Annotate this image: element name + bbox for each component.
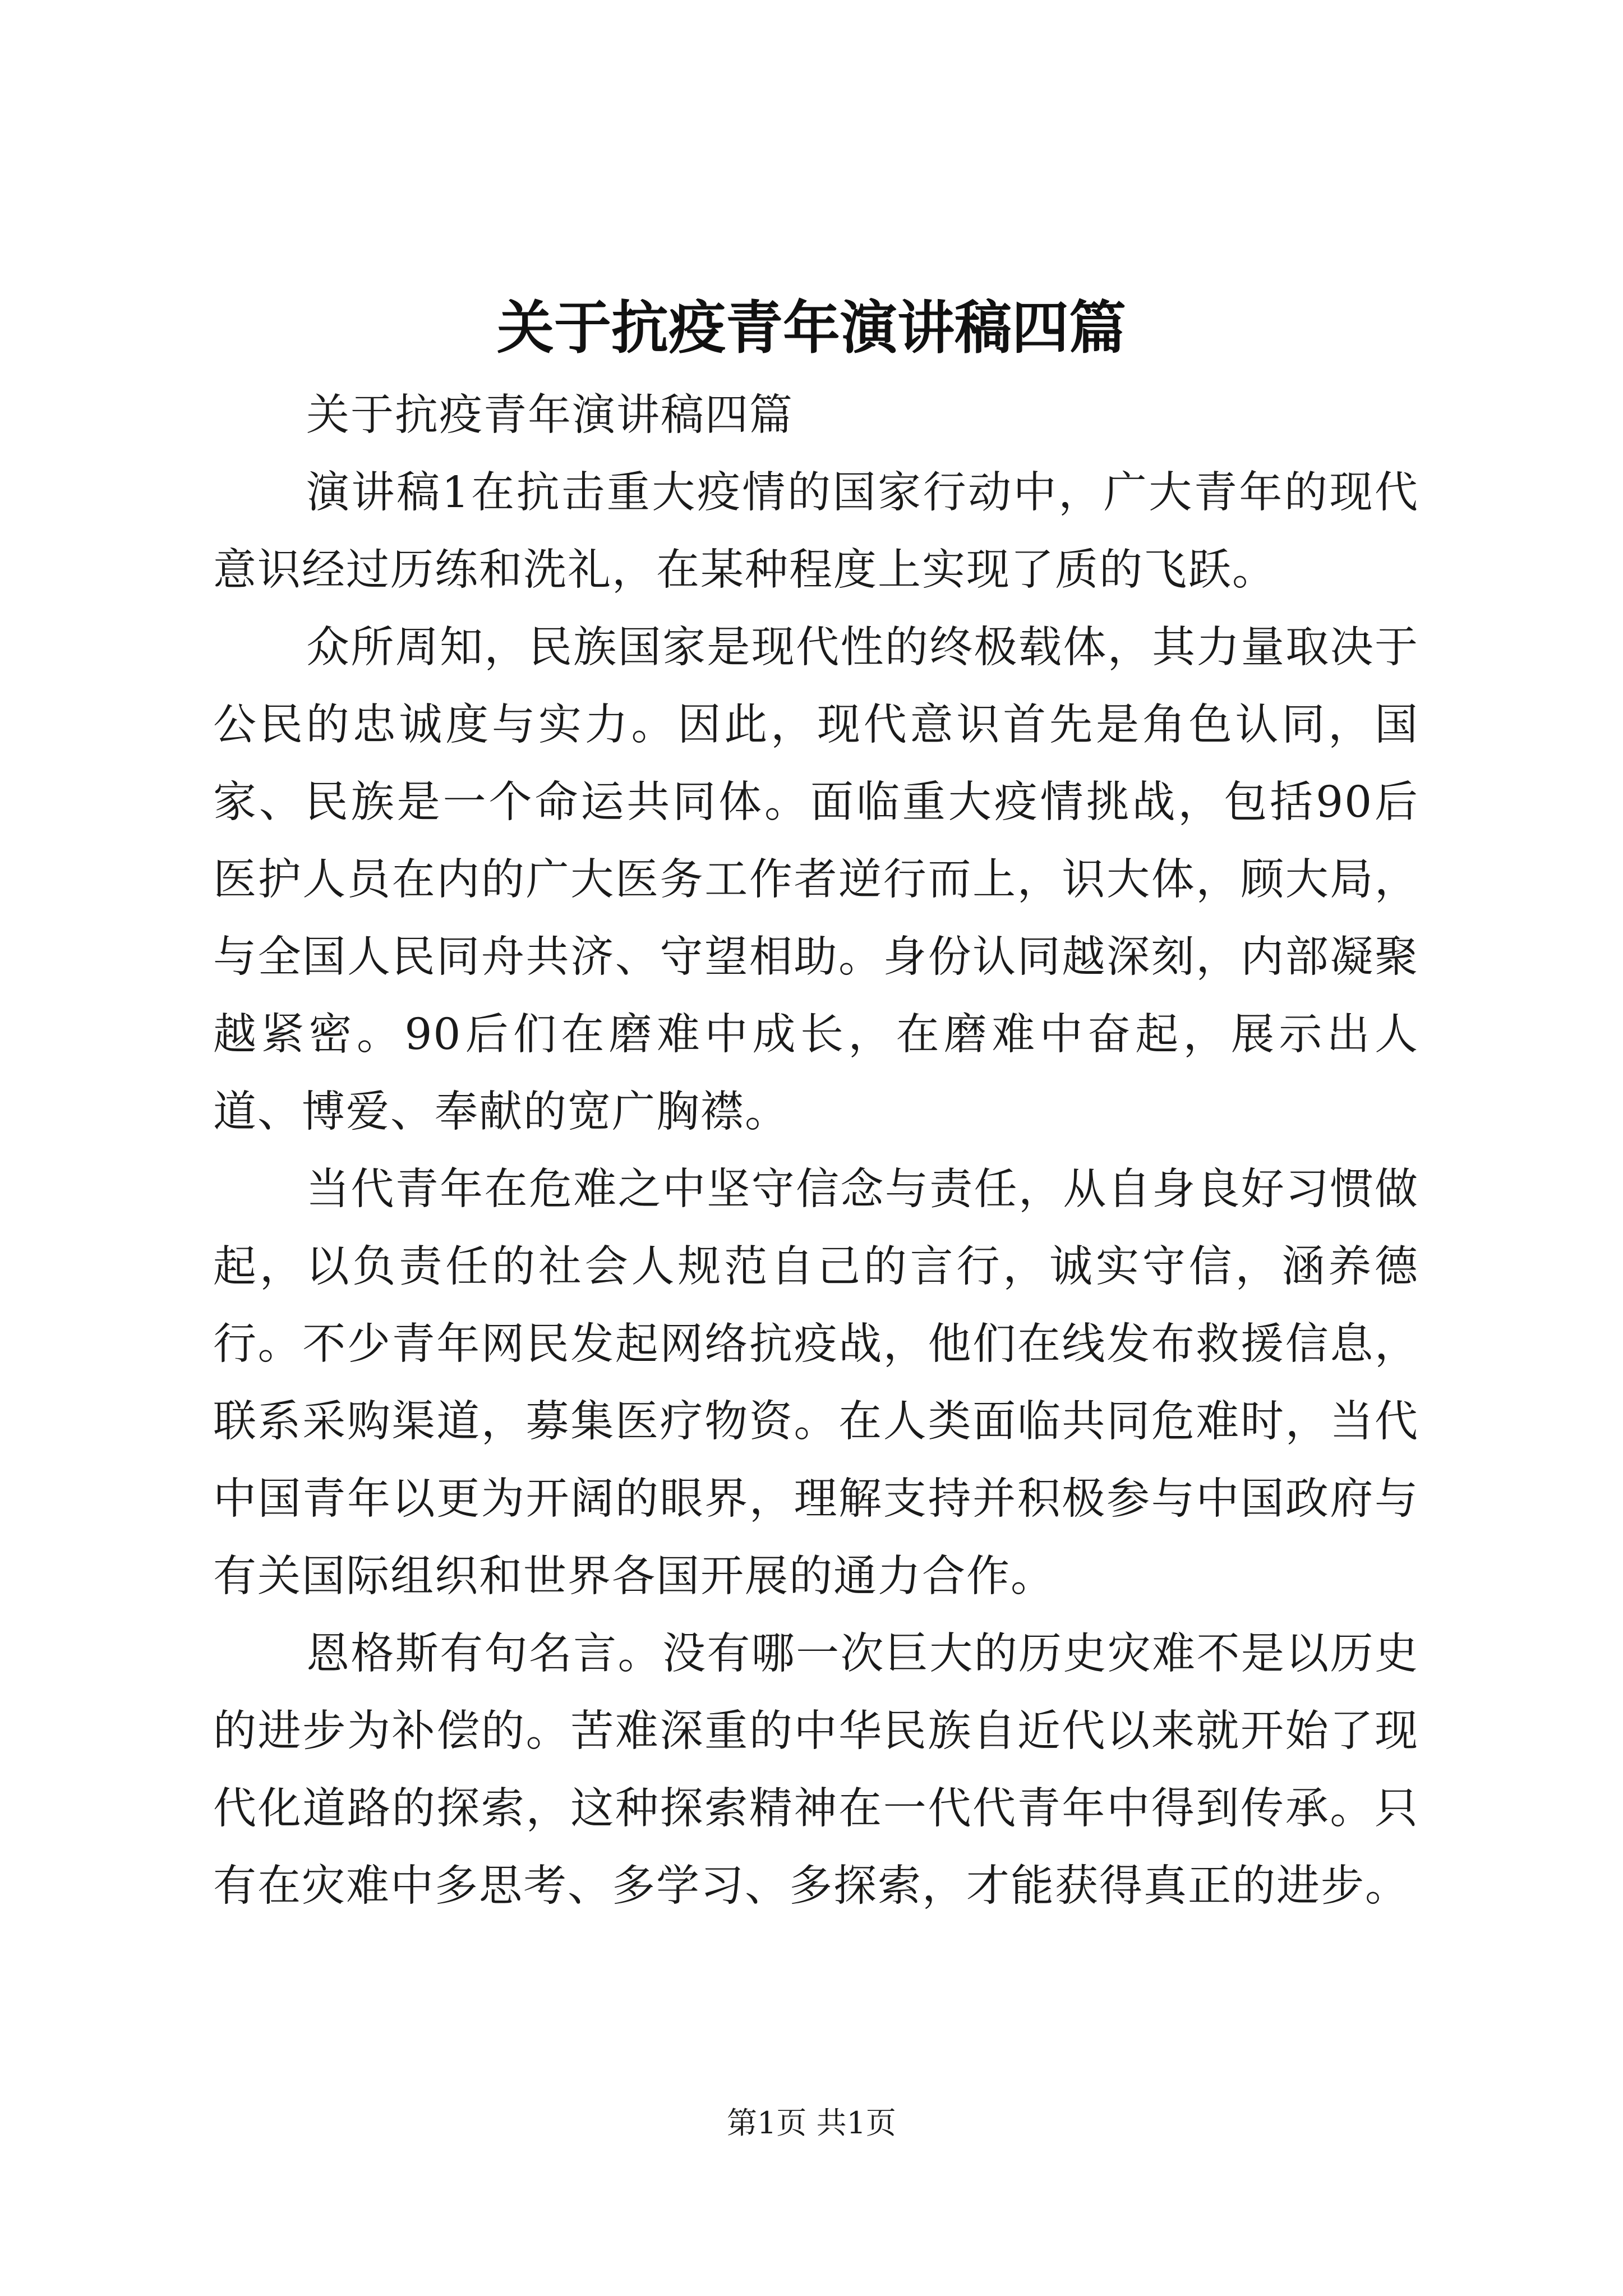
paragraph-1: 演讲稿1在抗击重大疫情的国家行动中，广大青年的现代意识经过历练和洗礼，在某种程度上实现了质的飞跃。 (213, 468, 1419, 595)
paragraph-2: 众所周知，民族国家是现代性的终极载体，其力量取决于公民的忠诚度与实力。因此，现代意识首先是角色认同，国家、民族是一个命运共同体。面临重大疫情挑战，包括90后医护人员在内的广大医务工作者逆行而上，识大体，顾大局，与全国人民同舟共济、守望相助。身份认同越深刻，内部凝聚越紧密。90后们在磨难中成长，在磨难中奋起，展示出人道、博爱、奉献的宽广胸襟。 (213, 623, 1419, 1137)
paragraph-3: 当代青年在危难之中坚守信念与责任，从自身良好习惯做起，以负责任的社会人规范自己的言行，诚实守信，涵养德行。不少青年网民发起网络抗疫战，他们在线发布救援信息，联系采购渠道，募集医疗物资。在人类面临共同危难时，当代中国青年以更为开阔的眼界，理解支持并积极参与中国政府与有关国际组织和世界各国开展的通力合作。 (213, 1165, 1419, 1602)
document-title: 关于抗疫青年演讲稿四篇 (497, 295, 1126, 362)
page-footer: 第1页 共1页 (727, 2105, 896, 2141)
paragraph-subtitle: 关于抗疫青年演讲稿四篇 (306, 390, 794, 440)
document-body (213, 377, 1419, 1925)
paragraph-4: 恩格斯有句名言。没有哪一次巨大的历史灾难不是以历史的进步为补偿的。苦难深重的中华民族自近代以来就开始了现代化道路的探索，这种探索精神在一代代青年中得到传承。只有在灾难中多思考、多学习、多探索，才能获得真正的进步。 (213, 1629, 1419, 1911)
